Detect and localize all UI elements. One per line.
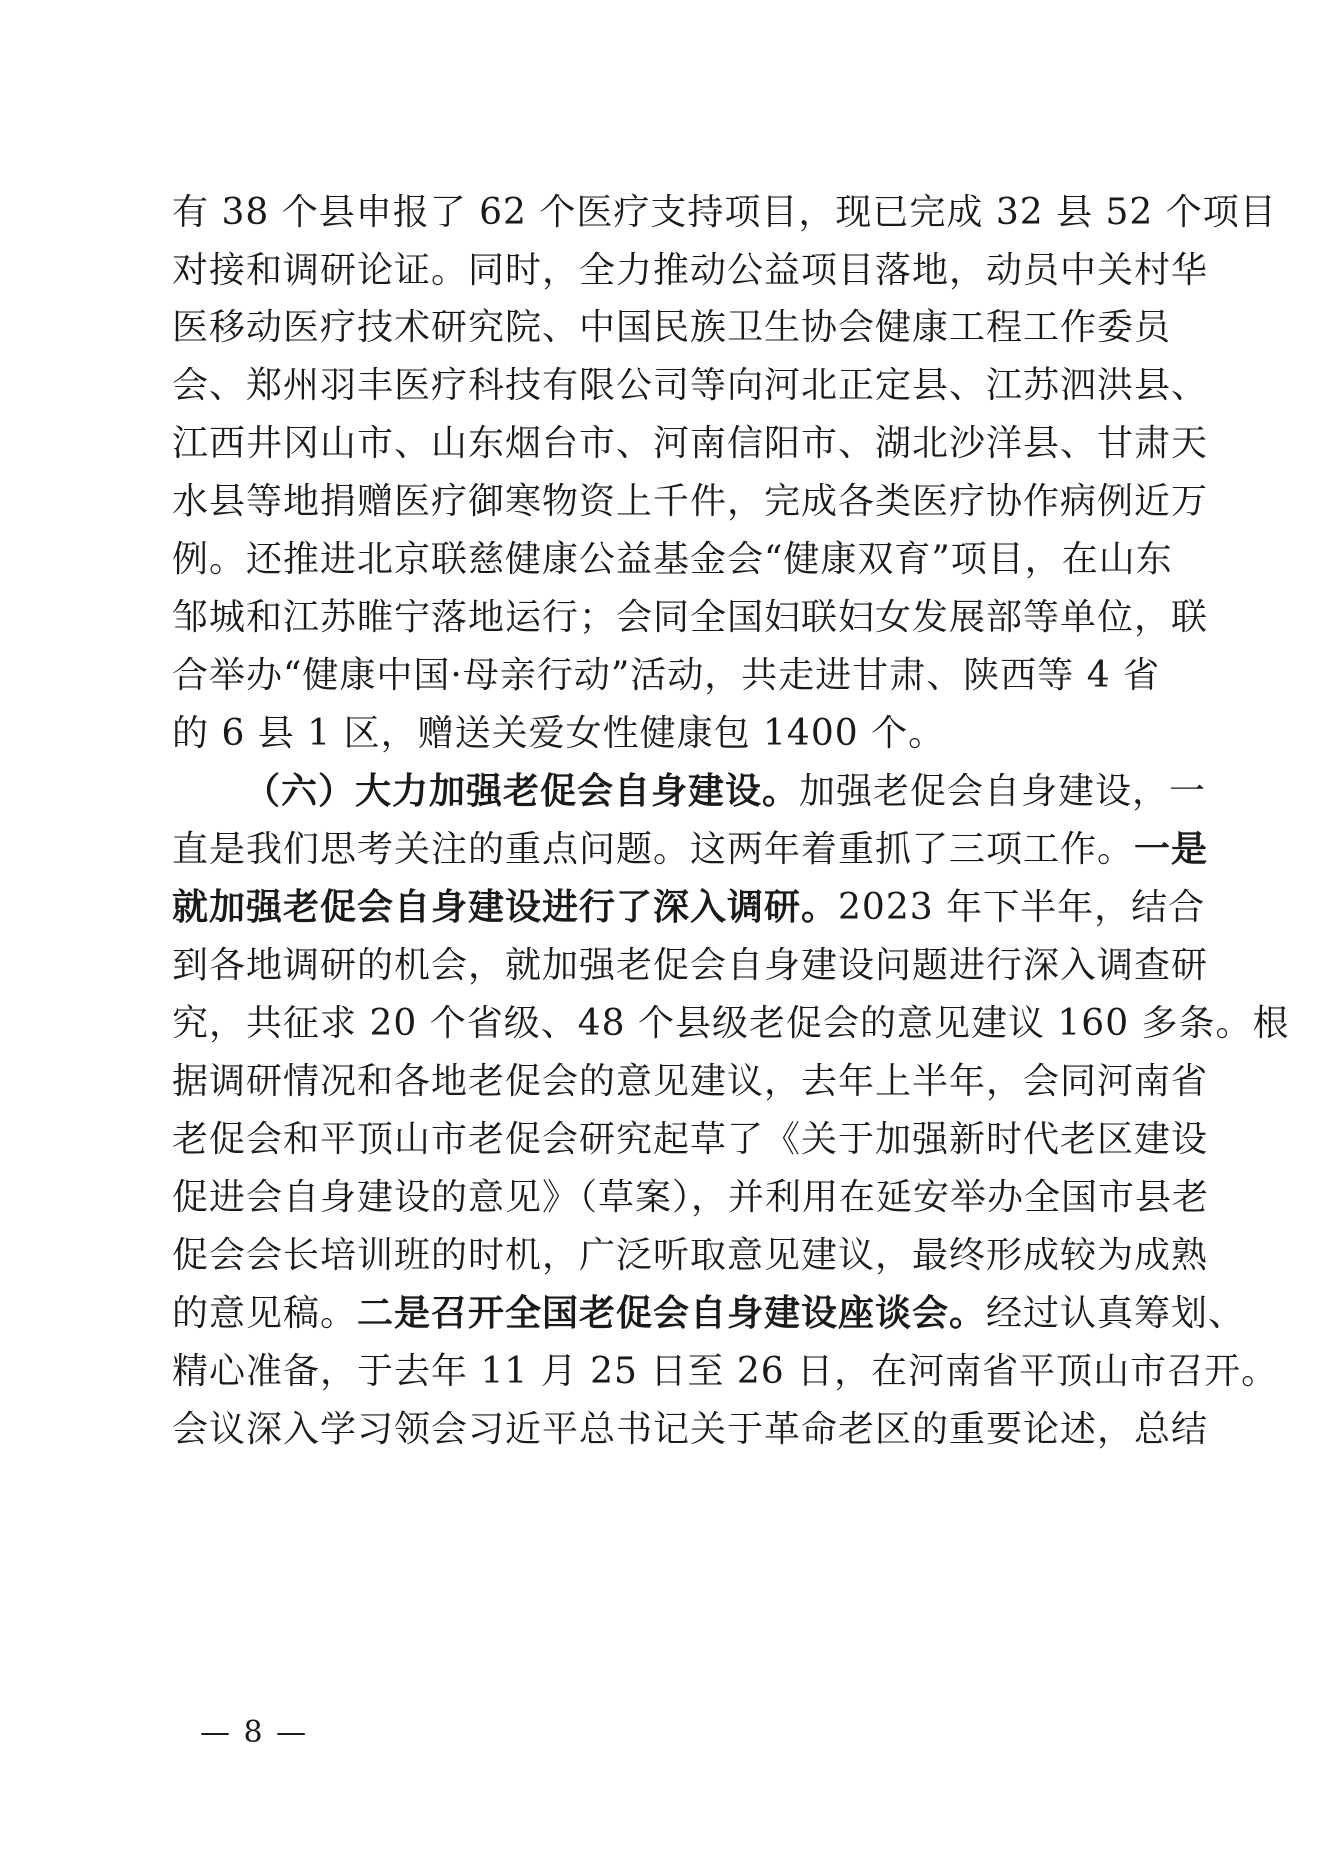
paragraph-2-line-3-text: 2023 年下半年，结合 xyxy=(838,887,1206,928)
paragraph-1-line-10: 的 6 县 1 区，赠送关爱女性健康包 1400 个。 xyxy=(172,713,946,754)
paragraph-2-line-10-text: 的意见稿。 xyxy=(172,1293,358,1334)
paragraph-1-line-8: 邹城和江苏睢宁落地运行；会同全国妇联妇女发展部等单位，联 xyxy=(172,597,1209,638)
point-two-heading: 二是召开全国老促会自身建设座谈会。 xyxy=(357,1293,987,1334)
paragraph-2-line-7: 老促会和平顶山市老促会研究起草了《关于加强新时代老区建设 xyxy=(172,1119,1209,1160)
paragraph-1-line-3: 医移动医疗技术研究院、中国民族卫生协会健康工程工作委员 xyxy=(172,307,1172,348)
paragraph-2-line-1-text: 加强老促会自身建设，一 xyxy=(799,771,1207,812)
paragraph-2-line-5: 究，共征求 20 个省级、48 个县级老促会的意见建议 160 多条。根 xyxy=(172,1003,1290,1044)
paragraph-2-line-1 xyxy=(244,762,1207,822)
paragraph-1-line-7: 例。还推进北京联慈健康公益基金会“健康双育”项目，在山东 xyxy=(172,539,1173,580)
paragraph-2-line-6: 据调研情况和各地老促会的意见建议，去年上半年，会同河南省 xyxy=(172,1061,1209,1102)
paragraph-2-line-9: 促会会长培训班的时机，广泛听取意见建议，最终形成较为成熟 xyxy=(172,1235,1209,1276)
paragraph-2-line-10 xyxy=(172,1284,1246,1344)
paragraph-2-line-8: 促进会自身建设的意见》（草案），并利用在延安举办全国市县老 xyxy=(172,1177,1210,1218)
paragraph-1-line-4: 会、郑州羽丰医疗科技有限公司等向河北正定县、江苏泗洪县、 xyxy=(172,365,1209,406)
paragraph-1-line-1: 有 38 个县申报了 62 个医疗支持项目，现已完成 32 县 52 个项目 xyxy=(172,192,1277,233)
paragraph-2-line-3 xyxy=(172,878,1206,938)
section-heading-six: （六）大力加强老促会自身建设。 xyxy=(244,771,800,812)
paragraph-2-line-4: 到各地调研的机会，就加强老促会自身建设问题进行深入调查研 xyxy=(172,945,1209,986)
point-one-heading: 就加强老促会自身建设进行了深入调研。 xyxy=(172,887,839,928)
page-number: — 8 — xyxy=(200,1715,309,1750)
paragraph-1-line-9: 合举办“健康中国·母亲行动”活动，共走进甘肃、陕西等 4 省 xyxy=(172,655,1161,696)
paragraph-2-line-12: 会议深入学习领会习近平总书记关于革命老区的重要论述，总结 xyxy=(172,1409,1209,1450)
paragraph-1-line-6: 水县等地捐赠医疗御寒物资上千件，完成各类医疗协作病例近万 xyxy=(172,481,1209,522)
paragraph-1-line-2: 对接和调研论证。同时，全力推动公益项目落地，动员中关村华 xyxy=(172,250,1209,291)
paragraph-2-line-2 xyxy=(172,820,1209,880)
paragraph-1-line-5: 江西井冈山市、山东烟台市、河南信阳市、湖北沙洋县、甘肃天 xyxy=(172,423,1209,464)
paragraph-2-line-2-text: 直是我们思考关注的重点问题。这两年着重抓了三项工作。 xyxy=(172,829,1135,870)
paragraph-2-line-11: 精心准备，于去年 11 月 25 日至 26 日，在河南省平顶山市召开。 xyxy=(172,1351,1279,1392)
point-one-lead: 一是 xyxy=(1134,829,1209,870)
paragraph-2-line-10-rest: 经过认真筹划、 xyxy=(986,1293,1246,1334)
